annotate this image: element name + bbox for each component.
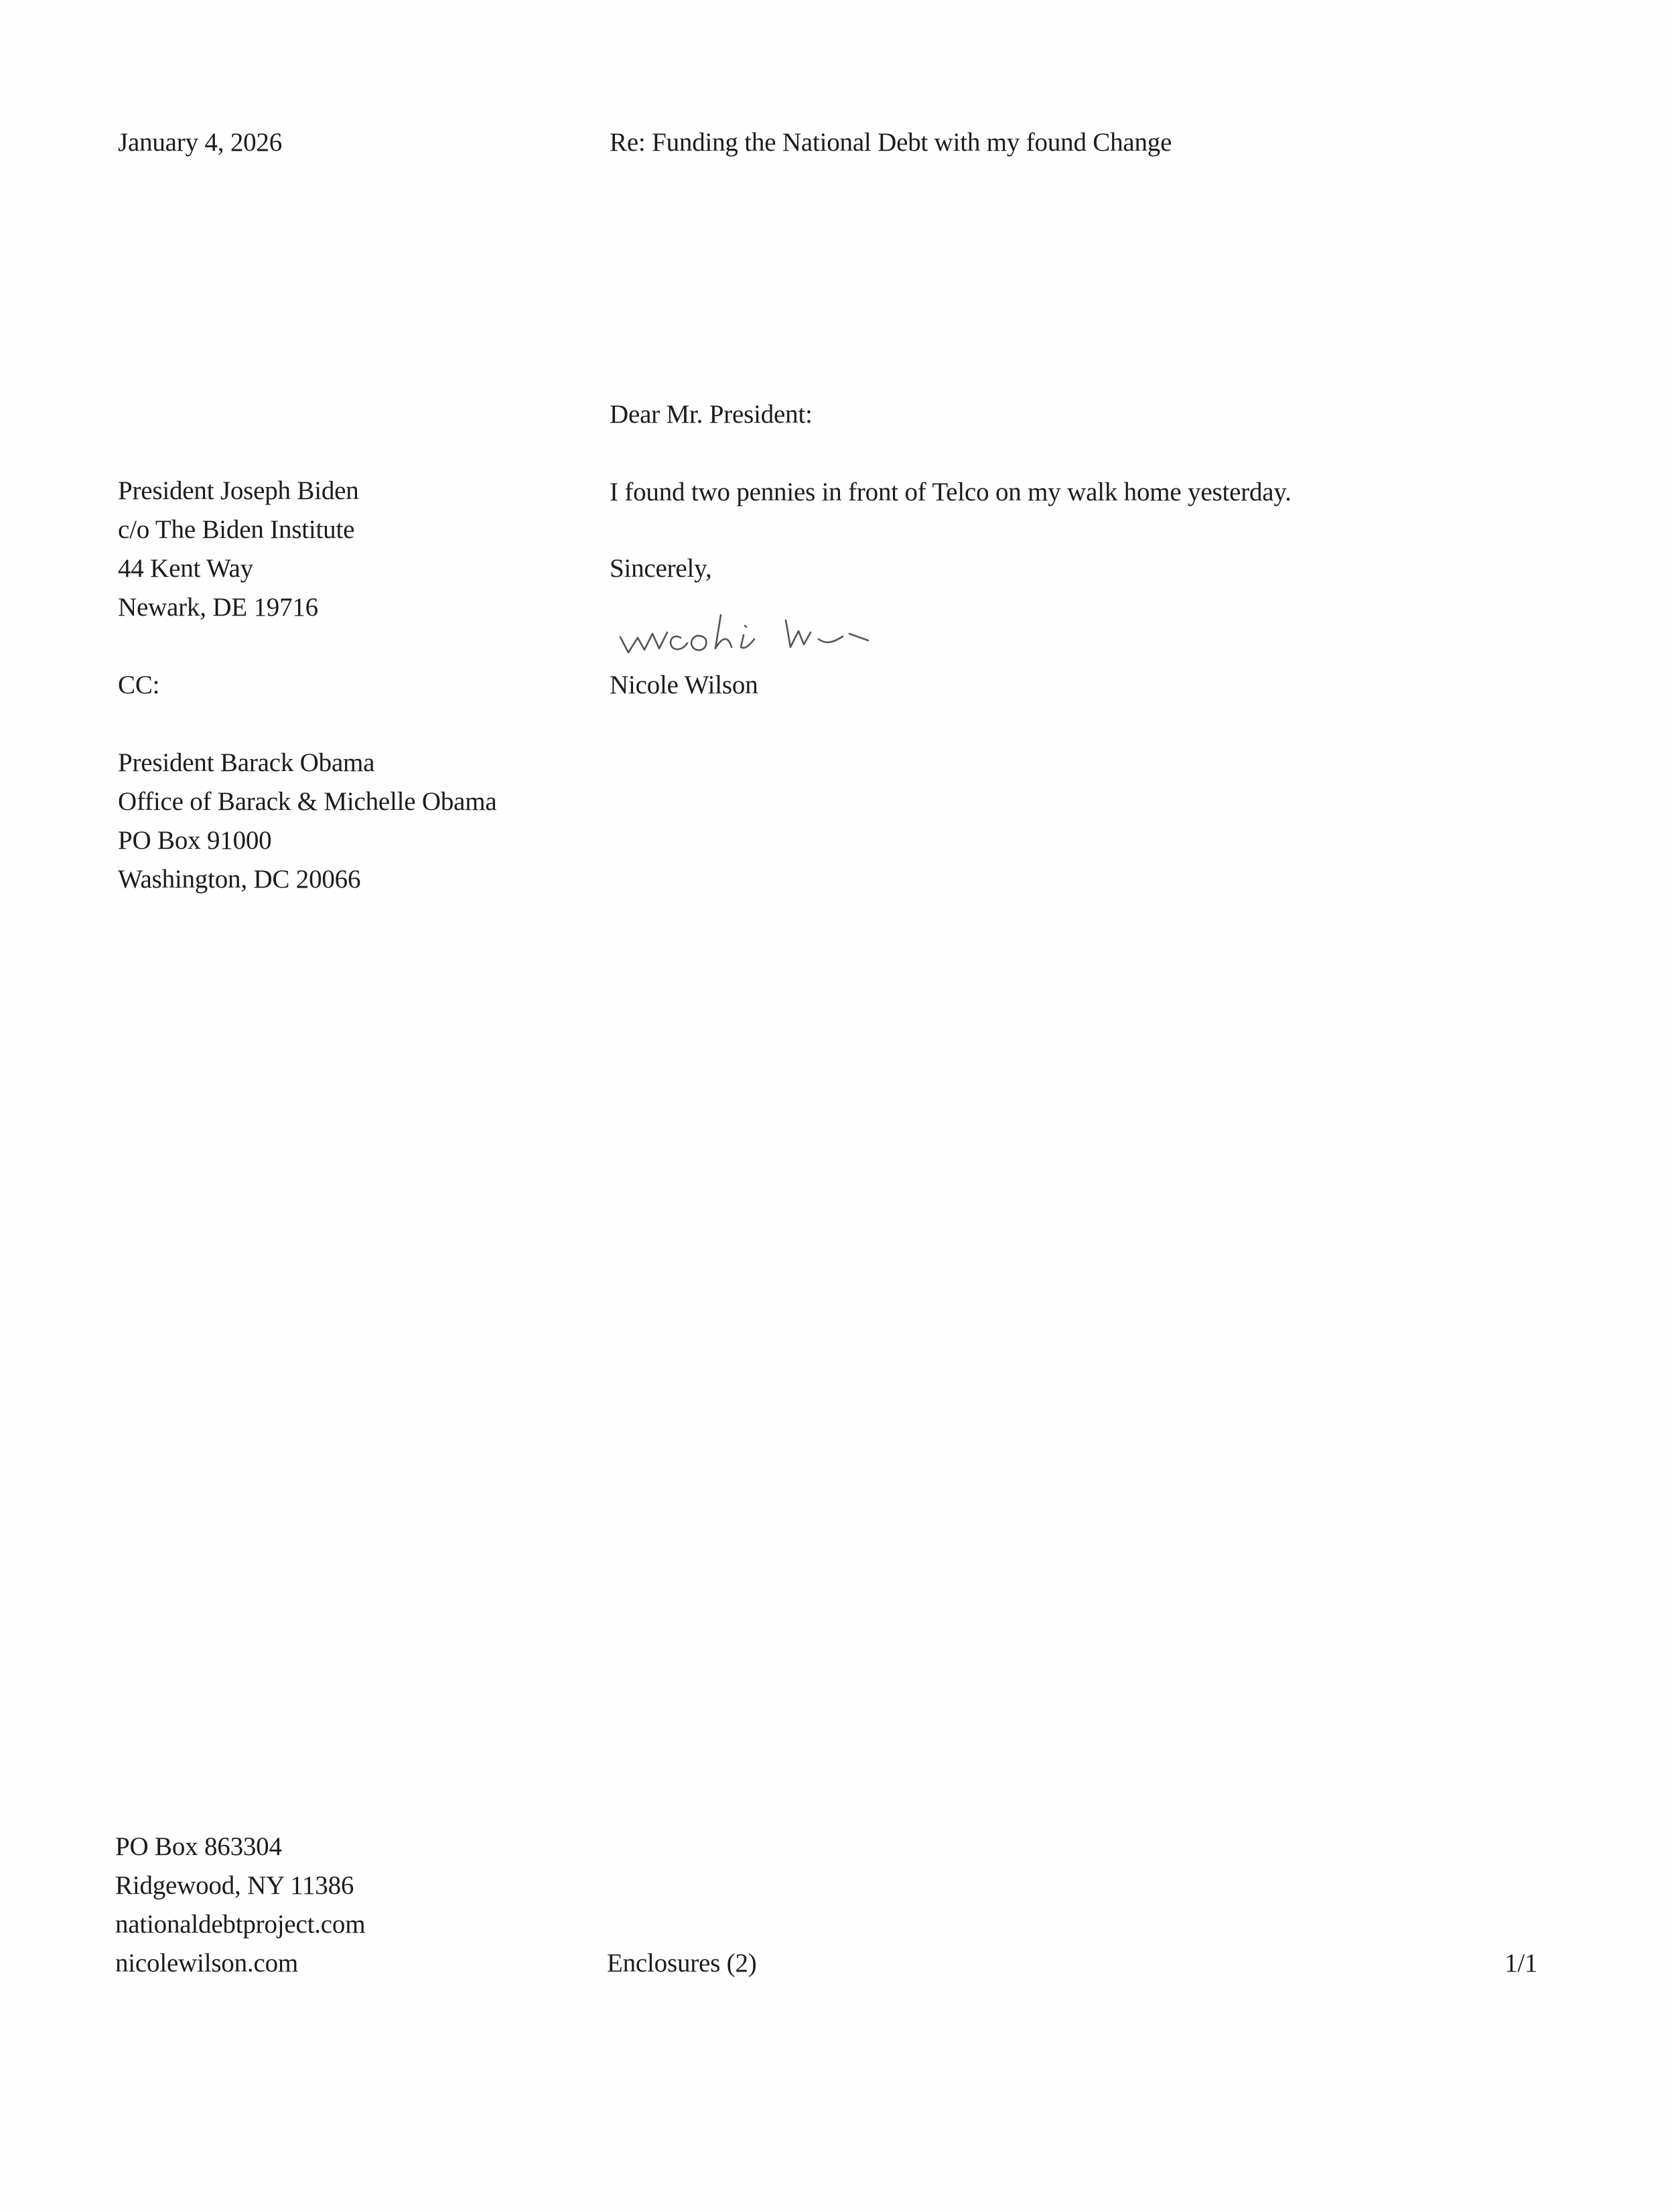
enclosures-note: Enclosures (2): [607, 1949, 757, 1978]
handwritten-signature: [615, 600, 943, 674]
subject-line: Re: Funding the National Debt with my found Change: [610, 128, 1172, 157]
cc-label: CC:: [118, 671, 160, 699]
cc-recipient-address: [118, 744, 497, 899]
recipient-line: 44 Kent Way: [118, 554, 253, 583]
cc-recipient-line: Office of Barack & Michelle Obama: [118, 787, 497, 816]
page-number: 1/1: [1505, 1949, 1538, 1978]
recipient-line: President Joseph Biden: [118, 476, 359, 505]
recipient-line: c/o The Biden Institute: [118, 515, 355, 544]
footer-address-line: PO Box 863304: [115, 1832, 282, 1861]
footer-address-line: Ridgewood, NY 11386: [115, 1871, 354, 1900]
closing: Sincerely,: [610, 554, 712, 583]
sender-footer-address: [115, 1827, 365, 1983]
cc-recipient-line: Washington, DC 20066: [118, 865, 361, 894]
recipient-address: [118, 472, 359, 627]
signer-name: Nicole Wilson: [610, 671, 758, 699]
letter-body: I found two pennies in front of Telco on my walk home yesterday.: [610, 478, 1292, 506]
recipient-line: Newark, DE 19716: [118, 593, 318, 622]
footer-website-line: nicolewilson.com: [115, 1949, 298, 1978]
footer-website-line: nationaldebtproject.com: [115, 1910, 366, 1939]
salutation: Dear Mr. President:: [610, 400, 813, 429]
letter-date: January 4, 2026: [118, 128, 283, 157]
cc-recipient-line: President Barack Obama: [118, 748, 375, 777]
cc-recipient-line: PO Box 91000: [118, 826, 272, 855]
